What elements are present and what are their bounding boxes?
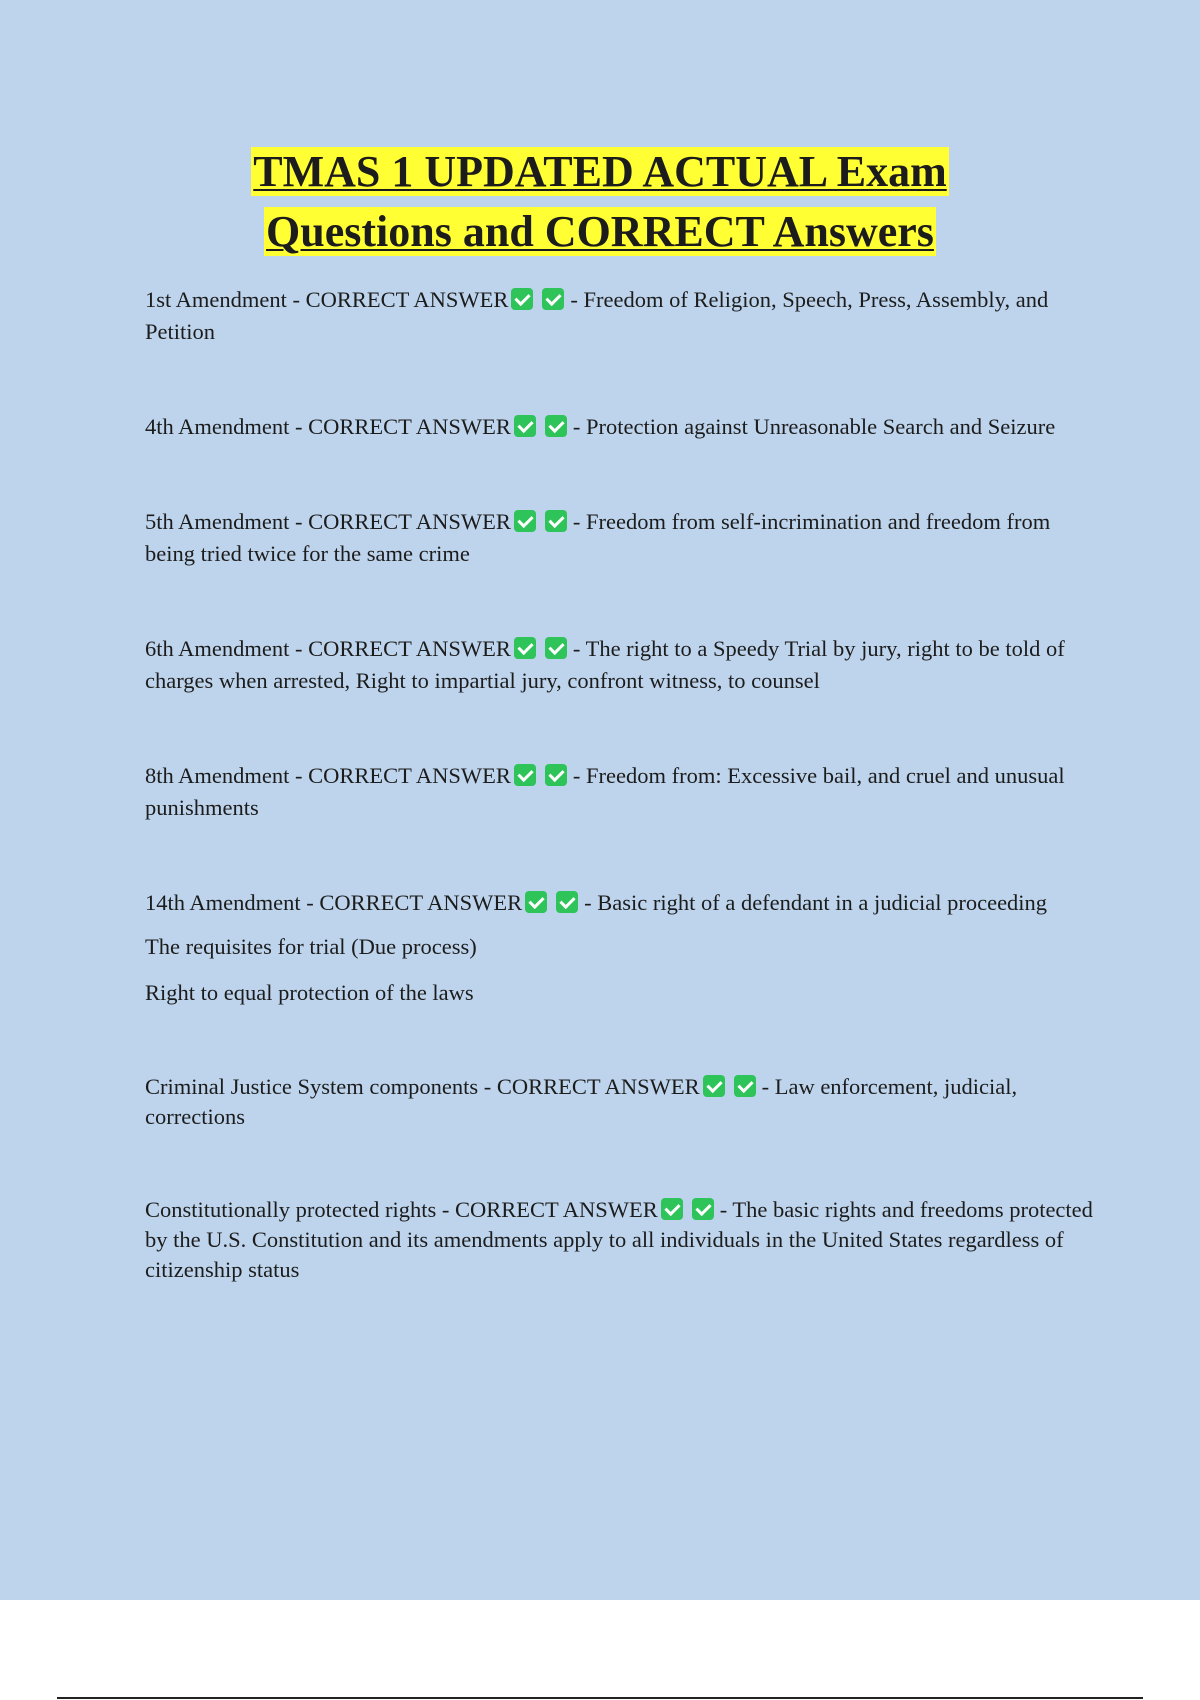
qa-answer: - Freedom from self-incrimination and freedom from being tried twice for the same crime bbox=[145, 509, 1051, 566]
correct-answer-label: - CORRECT ANSWER bbox=[295, 414, 511, 439]
qa-item bbox=[145, 633, 1095, 697]
qa-item bbox=[145, 760, 1095, 824]
correct-answer-label: - CORRECT ANSWER bbox=[295, 763, 511, 788]
qa-item-main bbox=[145, 887, 1095, 919]
document-title bbox=[0, 142, 1200, 262]
footer-divider bbox=[57, 1697, 1143, 1699]
qa-answer: - Law enforcement, judicial, corrections bbox=[145, 1074, 1018, 1129]
check-mark-icon bbox=[545, 637, 567, 659]
check-mark-icon bbox=[661, 1198, 683, 1220]
qa-term: Criminal Justice System components bbox=[145, 1074, 479, 1099]
qa-item bbox=[145, 411, 1095, 443]
correct-answer-label: - CORRECT ANSWER bbox=[306, 890, 523, 915]
check-mark-icon bbox=[703, 1075, 725, 1097]
check-mark-icon bbox=[556, 891, 578, 913]
check-mark-icon bbox=[511, 288, 533, 310]
qa-term: 8th Amendment bbox=[145, 763, 290, 788]
check-mark-icon bbox=[545, 764, 567, 786]
qa-answer: - Protection against Unreasonable Search and Seizure bbox=[572, 414, 1056, 439]
qa-term: 14th Amendment bbox=[145, 890, 301, 915]
qa-item bbox=[145, 887, 1095, 1009]
qa-item bbox=[145, 506, 1095, 570]
check-mark-icon bbox=[525, 891, 547, 913]
qa-term: 6th Amendment bbox=[145, 636, 290, 661]
check-mark-icon bbox=[734, 1075, 756, 1097]
qa-item bbox=[145, 284, 1095, 348]
correct-answer-label: - CORRECT ANSWER bbox=[483, 1074, 700, 1099]
qa-list bbox=[145, 284, 1095, 1285]
qa-answer-extra: Right to equal protection of the laws bbox=[145, 980, 474, 1005]
qa-term: 5th Amendment bbox=[145, 509, 290, 534]
check-mark-icon bbox=[545, 510, 567, 532]
check-mark-icon bbox=[514, 415, 536, 437]
check-mark-icon bbox=[542, 288, 564, 310]
qa-answer: - Basic right of a defendant in a judicial proceeding bbox=[584, 890, 1048, 915]
check-mark-icon bbox=[514, 764, 536, 786]
qa-answer-extra: The requisites for trial (Due process) bbox=[145, 934, 477, 959]
check-mark-icon bbox=[692, 1198, 714, 1220]
qa-term: 4th Amendment bbox=[145, 414, 290, 439]
correct-answer-label: - CORRECT ANSWER bbox=[441, 1197, 658, 1222]
qa-answer: - Freedom from: Excessive bail, and cruel and unusual punishments bbox=[145, 763, 1065, 820]
correct-answer-label: - CORRECT ANSWER bbox=[292, 287, 509, 312]
qa-item bbox=[145, 1195, 1095, 1285]
qa-item bbox=[145, 1072, 1095, 1132]
title-line-2: Questions and CORRECT Answers bbox=[266, 207, 934, 256]
qa-term: 1st Amendment bbox=[145, 287, 287, 312]
qa-term: Constitutionally protected rights bbox=[145, 1197, 437, 1222]
correct-answer-label: - CORRECT ANSWER bbox=[295, 636, 511, 661]
qa-answer: - The right to a Speedy Trial by jury, right to be told of charges when arrested, Right to impartial jury, confront witness, to counsel bbox=[145, 636, 1065, 693]
title-line-1: TMAS 1 UPDATED ACTUAL Exam bbox=[253, 147, 947, 196]
check-mark-icon bbox=[514, 637, 536, 659]
qa-answer: - Freedom of Religion, Speech, Press, Assembly, and Petition bbox=[145, 287, 1049, 344]
qa-answer: - The basic rights and freedoms protected by the U.S. Constitution and its amendments apply to all individuals in the United States regardless of citizenship status bbox=[145, 1197, 1093, 1282]
check-mark-icon bbox=[545, 415, 567, 437]
check-mark-icon bbox=[514, 510, 536, 532]
correct-answer-label: - CORRECT ANSWER bbox=[295, 509, 511, 534]
